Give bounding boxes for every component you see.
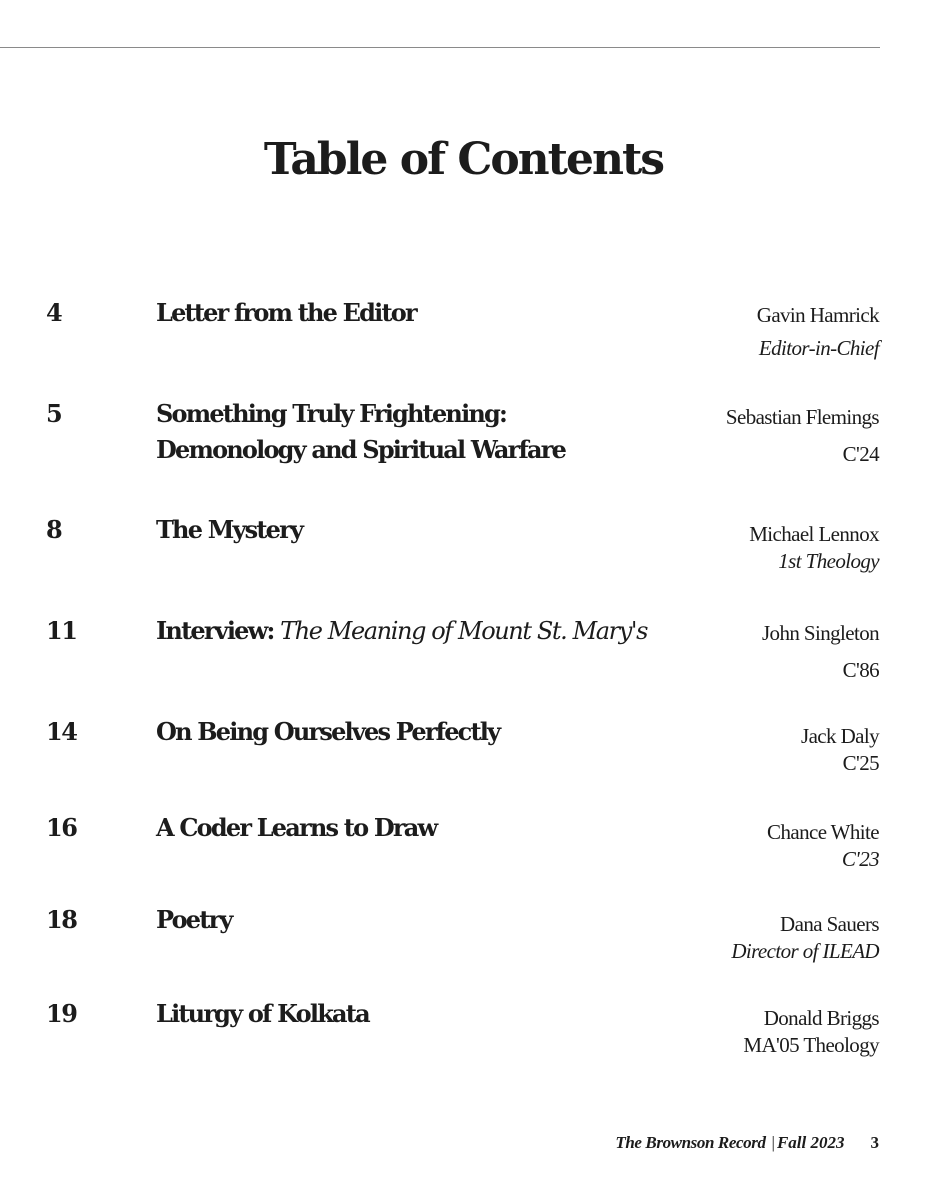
- toc-page-number: 4: [46, 298, 62, 327]
- toc-author: Chance White: [767, 820, 879, 844]
- toc-title[interactable]: Something Truly Frightening: Demonology and Spiritual Warfare: [156, 399, 566, 464]
- toc-page-number: 19: [46, 999, 77, 1028]
- toc-title[interactable]: Liturgy of Kolkata: [156, 999, 369, 1028]
- footer-publication-name: The Brownson Record: [615, 1133, 766, 1152]
- toc-author: Sebastian Flemings: [725, 405, 879, 429]
- toc-page-number: 16: [46, 813, 77, 842]
- toc-author: Donald Briggs: [763, 1006, 879, 1030]
- toc-author-role: C'86: [842, 658, 879, 682]
- page-footer: [615, 1131, 879, 1155]
- footer-page-number: 3: [870, 1133, 879, 1152]
- toc-page-number: 11: [46, 616, 77, 645]
- toc-author: Gavin Hamrick: [756, 303, 879, 327]
- toc-page-number: 8: [46, 515, 62, 544]
- toc-author: Jack Daly: [801, 724, 879, 748]
- toc-author: Michael Lennox: [749, 522, 879, 546]
- toc-title[interactable]: Letter from the Editor: [156, 298, 416, 327]
- toc-title[interactable]: A Coder Learns to Draw: [156, 813, 437, 842]
- toc-author-role: C'24: [842, 442, 879, 466]
- toc-title[interactable]: The Mystery: [156, 515, 303, 544]
- toc-page-number: 18: [46, 905, 77, 934]
- toc-title-italic: The Meaning of Mount St. Mary's: [280, 617, 648, 645]
- page-title: Table of Contents: [263, 134, 664, 185]
- toc-title[interactable]: On Being Ourselves Perfectly: [156, 717, 500, 746]
- toc-page-number: 14: [46, 717, 77, 746]
- toc-author-role: MA'05 Theology: [743, 1033, 879, 1057]
- footer-issue: Fall 2023: [776, 1133, 845, 1152]
- toc-author: Dana Sauers: [780, 912, 879, 936]
- toc-author-role: C'25: [842, 751, 879, 775]
- footer-separator: |: [771, 1133, 775, 1152]
- toc-author: John Singleton: [761, 621, 879, 645]
- toc-author-role: C'23: [841, 847, 879, 871]
- toc-title[interactable]: Poetry: [156, 905, 232, 934]
- toc-author-role: Director of ILEAD: [731, 939, 879, 963]
- toc-title[interactable]: Interview: The Meaning of Mount St. Mary's: [156, 616, 648, 645]
- toc-page-number: 5: [46, 399, 62, 428]
- toc-author-role: 1st Theology: [778, 549, 879, 573]
- toc-author-role: Editor-in-Chief: [758, 336, 879, 360]
- top-rule-divider: [0, 47, 880, 48]
